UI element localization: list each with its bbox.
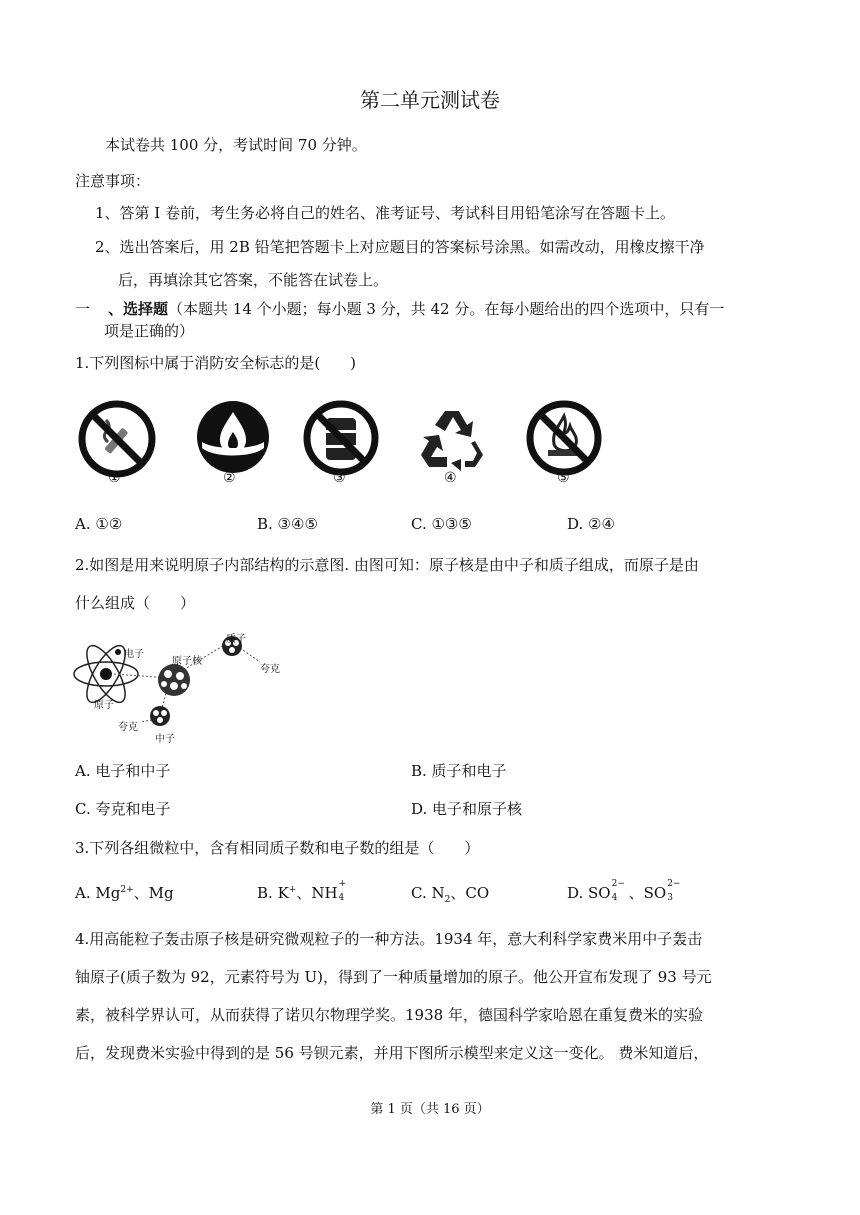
section1-heading	[75, 298, 724, 319]
section1-label: 、选择题	[108, 300, 169, 318]
q2-option-c: C. 夸克和电子	[75, 800, 171, 818]
q3-stem: 3.下列各组微粒中，含有相同质子数和电子数的组是（ ）	[75, 839, 480, 857]
q3-b-charge: +	[288, 885, 297, 895]
q3-option-d	[567, 879, 684, 903]
q3-option-c	[411, 882, 489, 903]
q2-option-d: D. 电子和原子核	[411, 800, 523, 818]
q3-d-sup-1: 2−	[611, 879, 625, 889]
label-quark-1: 夸克	[260, 664, 280, 675]
q3-d-sup-2: 2−	[667, 879, 681, 889]
q1-stem: 1.下列图标中属于消防安全标志的是( )	[75, 354, 357, 372]
q4-line-3: 素，被科学界认可，从而获得了诺贝尔物理学奖。1938 年，德国科学家哈恩在重复费米的实验	[75, 1006, 703, 1024]
label-atom: 原子	[94, 700, 114, 711]
flame-water-icon	[194, 398, 272, 476]
q3-option-b	[257, 879, 354, 903]
q3-d-formula-1: SO	[588, 884, 611, 902]
notice-heading: 注意事项：	[75, 172, 151, 190]
q3-d-mid: 、SO	[628, 884, 667, 902]
intro-text: 本试卷共 100 分，考试时间 70 分钟。	[105, 136, 367, 154]
icon-label-4: ④	[444, 470, 457, 486]
q3-d-sub-2: 3	[667, 893, 673, 903]
q3-c-prefix: C.	[411, 884, 432, 902]
label-neutron: 中子	[155, 734, 175, 745]
q3-option-a	[75, 882, 174, 903]
label-electron: 电子	[124, 649, 144, 660]
q3-b-formula: K	[277, 884, 289, 902]
q3-b-sup: +	[338, 879, 347, 889]
notice-item-2b: 后，再填涂其它答案，不能答在试卷上。	[118, 271, 389, 289]
icon-label-1: ①	[108, 470, 121, 486]
icon-label-2: ②	[223, 470, 236, 486]
notice-item-1: 1、答第 I 卷前，考生务必将自己的姓名、准考证号、考试科目用铅笔涂写在答题卡上。	[95, 204, 676, 222]
q4-line-2: 铀原子(质子数为 92，元素符号为 U)，得到了一种质量增加的原子。他公开宣布发现了 93 号元	[75, 968, 712, 986]
q3-b-prefix: B.	[257, 884, 278, 902]
icon-label-5: ⑤	[557, 470, 570, 486]
section1-desc-a: （本题共 14 个小题；每小题 3 分，共 42 分。在每小题给出的四个选项中，只有一	[168, 300, 725, 318]
q4-line-1: 4.用高能粒子轰击原子核是研究微观粒子的一种方法。1934 年，意大利科学家费米用中子轰击	[75, 930, 703, 948]
q3-a-formula: Mg	[95, 884, 121, 902]
q3-b-mid: 、NH	[296, 884, 338, 902]
q3-a-prefix: A.	[75, 884, 96, 902]
q1-option-c: C. ①③⑤	[411, 515, 472, 533]
q3-d-sub-1: 4	[611, 893, 618, 903]
q3-c-formula: N	[431, 884, 445, 902]
q3-a-charge: 2+	[120, 885, 134, 895]
section1-desc-b: 项是正确的）	[104, 322, 195, 340]
atom-structure-diagram	[70, 626, 290, 746]
q3-c-sub: 2	[444, 895, 451, 905]
q2-stem-a: 2.如图是用来说明原子内部结构的示意图. 由图可知：原子核是由中子和质子组成，而原子是由	[75, 556, 699, 574]
section1-number: 一	[75, 300, 91, 318]
q1-option-d: D. ②④	[567, 515, 615, 533]
q1-option-b: B. ③④⑤	[257, 515, 318, 533]
recycle-icon	[415, 405, 489, 475]
no-oil-drum-icon	[301, 398, 381, 478]
label-quark-2: 夸克	[118, 722, 138, 733]
q2-option-b: B. 质子和电子	[411, 762, 507, 780]
page-title: 第二单元测试卷	[360, 88, 500, 112]
label-proton: 质子	[226, 634, 246, 645]
icon-label-3: ③	[333, 470, 346, 486]
page-footer: 第 1 页（共 16 页）	[370, 1102, 490, 1117]
q2-option-a: A. 电子和中子	[75, 762, 171, 780]
q2-stem-b: 什么组成（ ）	[75, 594, 196, 612]
no-fire-icon	[524, 398, 604, 478]
q1-option-a: A. ①②	[75, 515, 123, 533]
q3-b-sub: 4	[338, 893, 345, 903]
label-nucleus: 原子核	[172, 656, 202, 667]
no-smoking-icon	[76, 398, 158, 480]
q3-a-rest: 、Mg	[133, 884, 174, 902]
notice-item-2a: 2、选出答案后，用 2B 铅笔把答题卡上对应题目的答案标号涂黑。如需改动，用橡皮擦干净	[95, 238, 705, 256]
q4-line-4: 后，发现费米实验中得到的是 56 号钡元素，并用下图所示模型来定义这一变化。 费米知道后，	[75, 1044, 709, 1062]
q3-c-rest: 、CO	[450, 884, 490, 902]
q3-d-prefix: D.	[567, 884, 589, 902]
